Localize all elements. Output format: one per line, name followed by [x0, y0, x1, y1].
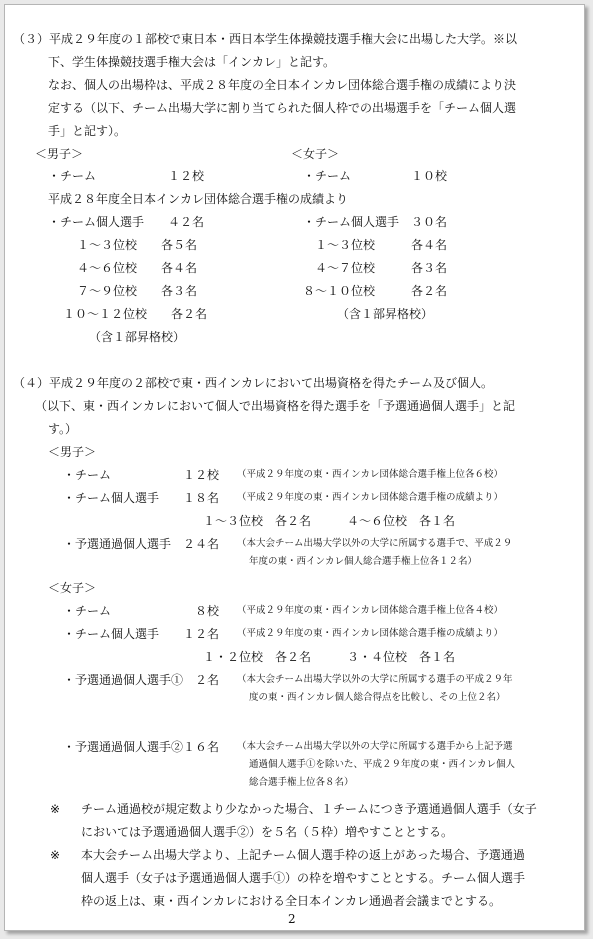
note2-line2: 個人選手（女子は予選通過個人選手①）の枠を増やすこととする。チーム個人選手 — [81, 871, 526, 885]
section4-men-qual-note2: 年度の東・西インカレ個人総合選手権上位各１２名） — [249, 556, 478, 567]
section3-line5: 手」と記す）。 — [48, 124, 127, 138]
section3-heading: （３）平成２９年度の１部校で東日本・西日本学生体操競技選手権大会に出場した大学。※以 — [13, 32, 518, 46]
section3-women-rank2: ４～７位校 各３名 — [315, 261, 448, 275]
section4-women-qual1: ・予選通過個人選手① ２名 — [63, 673, 220, 687]
section3-women-rank3: ８～１０位校 各２名 — [303, 284, 448, 298]
section3-line4: 定する（以下、チーム出場大学に割り当てられた個人枠での出場選手を「チーム個人選 — [48, 101, 517, 115]
section3-women-rank1: １～３位校 各４名 — [315, 238, 448, 252]
section3-line3: なお、個人の出場枠は、平成２８年度の全日本インカレ団体総合選手権の成績により決 — [48, 78, 517, 92]
section3-basis: 平成２８年度全日本インカレ団体総合選手権の成績より — [48, 192, 349, 206]
section4-women-team-note: （平成２９年度の東・西インカレ団体総合選手権上位各４校） — [237, 605, 504, 616]
section4-line3: す。） — [48, 422, 78, 436]
note2-line3: 枠の返上は、東・西インカレにおける全日本インカレ通過者会議までとする。 — [81, 894, 502, 908]
section4-women-indiv-split: １・２位校 各２名 ３・４位校 各１名 — [203, 650, 456, 664]
section3-men-rank4: １０～１２位校 各２名 — [63, 307, 208, 321]
section4-women-team: ・チーム ８校 — [63, 604, 220, 618]
section4-men-qual: ・予選通過個人選手 ２４名 — [63, 537, 220, 551]
section3-men-indiv: ・チーム個人選手 ４２名 — [48, 215, 205, 229]
section4-men-indiv: ・チーム個人選手 １８名 — [63, 491, 220, 505]
section4-women-qual1-note2: 度の東・西インカレ個人総合得点を比較し、その上位２名） — [249, 692, 506, 703]
section4-men-label: ＜男子＞ — [48, 445, 97, 459]
section4-men-qual-note1: （本大会チーム出場大学以外の大学に所属する選手で、平成２９ — [237, 538, 513, 549]
section4-women-indiv-note: （平成２９年度の東・西インカレ団体総合選手権の成績より） — [237, 628, 504, 639]
section4-women-qual2-note1: （本大会チーム出場大学以外の大学に所属する選手から上記予選 — [237, 741, 513, 752]
section3-men-rank1: １～３位校 各５名 — [77, 238, 198, 252]
section4-women-qual2-note2: 通過個人選手①を除いた、平成２９年度の東・西インカレ個人 — [249, 759, 516, 770]
page-number: 2 — [288, 912, 296, 926]
note1-line2: においては予選通過個人選手②）を５名（５枠）増やすこととする。 — [81, 825, 454, 839]
section4-line2: （以下、東・西インカレにおいて個人で出場資格を得た選手を「予選通過個人選手」と記 — [35, 399, 516, 413]
section3-women-indiv: ・チーム個人選手 ３０名 — [303, 215, 448, 229]
note1-mark: ※ — [50, 802, 61, 816]
section4-women-qual2: ・予選通過個人選手②１６名 — [63, 740, 220, 754]
section4-women-label: ＜女子＞ — [48, 581, 97, 595]
section3-men-label: ＜男子＞ — [35, 147, 84, 161]
section4-women-indiv: ・チーム個人選手 １２名 — [63, 627, 220, 641]
section4-men-indiv-note: （平成２９年度の東・西インカレ団体総合選手権の成績より） — [237, 492, 504, 503]
note2-mark: ※ — [50, 848, 61, 862]
section3-women-team: ・チーム １０校 — [303, 169, 448, 183]
section4-men-team-note: （平成２９年度の東・西インカレ団体総合選手権上位各６校） — [237, 469, 504, 480]
section3-men-promoted: （含１部昇格校） — [89, 330, 186, 344]
section3-men-team: ・チーム １２校 — [48, 169, 205, 183]
section4-men-team: ・チーム １２校 — [63, 468, 220, 482]
section4-women-qual2-note3: 総合選手権上位各８名） — [249, 777, 354, 788]
section3-men-rank3: ７～９位校 各３名 — [77, 284, 198, 298]
section4-women-qual1-note1: （本大会チーム出場大学以外の大学に所属する選手の平成２９年 — [237, 674, 513, 685]
document-page — [4, 4, 585, 931]
note1-line1: チーム通過校が規定数より少なかった場合、１チームにつき予選通過個人選手（女子 — [81, 802, 537, 816]
section3-women-promoted: （含１部昇格校） — [337, 307, 434, 321]
section3-women-label: ＜女子＞ — [291, 147, 340, 161]
section3-men-rank2: ４～６位校 各４名 — [77, 261, 198, 275]
section3-line2: 下、学生体操競技選手権大会は「インカレ」と記す。 — [48, 55, 336, 69]
section4-men-indiv-split: １～３位校 各２名 ４～６位校 各１名 — [203, 514, 456, 528]
note2-line1: 本大会チーム出場大学より、上記チーム個人選手枠の返上があった場合、予選通過 — [81, 848, 525, 862]
section4-heading: （４）平成２９年度の２部校で東・西インカレにおいて出場資格を得たチーム及び個人。 — [13, 376, 494, 390]
